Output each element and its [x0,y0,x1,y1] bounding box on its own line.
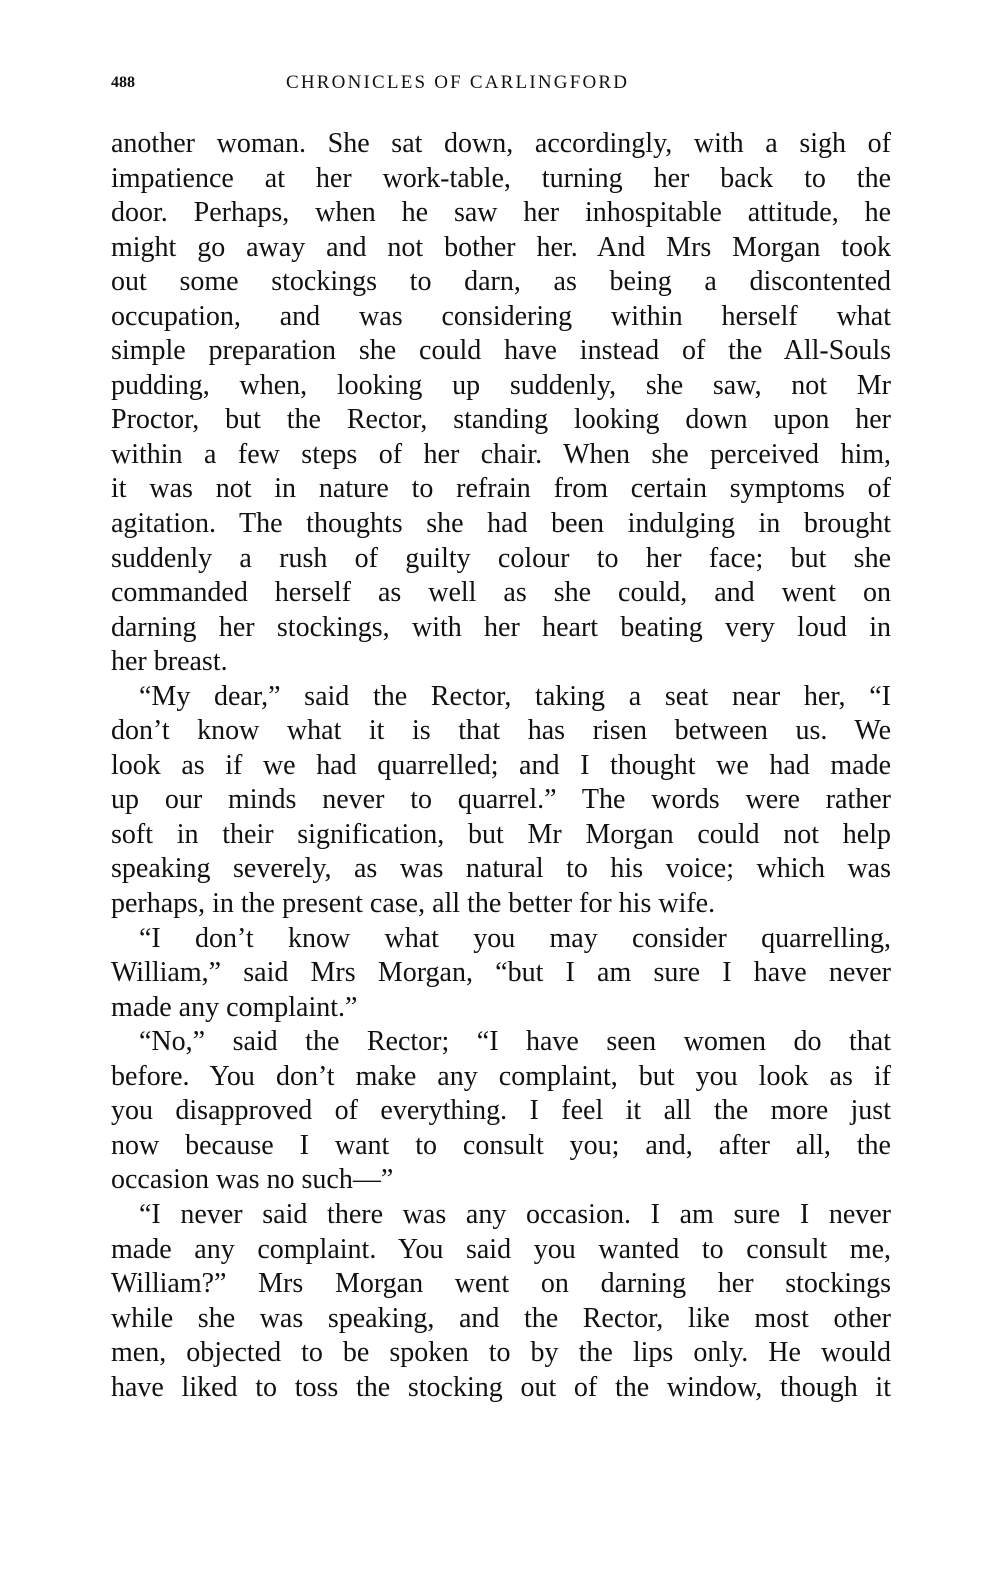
text-line: occupation, and was considering within herself what [111,300,891,332]
text-line: now because I want to consult you; and, after all, the [111,1129,891,1161]
text-line: have liked to toss the stocking out of the window, though it [111,1371,891,1403]
text-line: “No,” said the Rector; “I have seen women do that [139,1026,891,1058]
text-line: you disapproved of everything. I feel it all the more just [111,1095,891,1127]
text-line: it was not in nature to refrain from certain symptoms of [111,473,891,505]
text-line: commanded herself as well as she could, and went on [111,577,891,609]
book-title: CHRONICLES OF CARLINGFORD [286,72,630,93]
text-line: speaking severely, as was natural to his voice; which was [111,853,891,885]
text-line: men, objected to be spoken to by the lips only. He would [111,1337,891,1369]
text-line: up our minds never to quarrel.” The words were rather [111,784,891,816]
page-number: 488 [111,74,135,91]
text-line: suddenly a rush of guilty colour to her face; but she [111,542,891,574]
text-line: before. You don’t make any complaint, but you look as if [111,1060,891,1092]
text-line: soft in their signification, but Mr Morgan could not help [111,818,891,850]
text-line: Proctor, but the Rector, standing looking down upon her [111,404,891,436]
text-line: don’t know what it is that has risen between us. We [111,715,891,747]
running-head [111,68,891,98]
text-line: “I don’t know what you may consider quarrelling, [139,922,891,954]
text-line: simple preparation she could have instead of the All-Souls [111,335,891,367]
text-line: “I never said there was any occasion. I am sure I never [139,1198,891,1230]
text-line: another woman. She sat down, accordingly, with a sigh of [111,128,891,159]
text-line: agitation. The thoughts she had been indulging in brought [111,508,891,540]
text-line: out some stockings to darn, as being a discontented [111,266,891,298]
book-page [111,68,891,1405]
text-line: made any complaint.” [111,991,358,1023]
text-line: made any complaint. You said you wanted to consult me, [111,1233,891,1265]
text-line: her breast. [111,646,228,678]
text-line: door. Perhaps, when he saw her inhospitable attitude, he [111,197,891,229]
text-line: William,” said Mrs Morgan, “but I am sure I have never [111,957,891,989]
text-line: within a few steps of her chair. When she perceived him, [111,438,891,470]
text-line: darning her stockings, with her heart beating very loud in [111,611,891,643]
text-line: look as if we had quarrelled; and I thought we had made [111,749,891,781]
body-text [111,127,891,1405]
text-line: pudding, when, looking up suddenly, she saw, not Mr [111,369,891,401]
text-line: perhaps, in the present case, all the better for his wife. [111,888,716,920]
text-line: “My dear,” said the Rector, taking a seat near her, “I [139,680,891,712]
text-line: impatience at her work-table, turning her back to the [111,162,891,194]
text-line: William?” Mrs Morgan went on darning her stockings [111,1268,891,1300]
text-line: occasion was no such—” [111,1164,394,1196]
text-line: while she was speaking, and the Rector, like most other [111,1302,891,1334]
text-line: might go away and not bother her. And Mrs Morgan took [111,231,891,263]
